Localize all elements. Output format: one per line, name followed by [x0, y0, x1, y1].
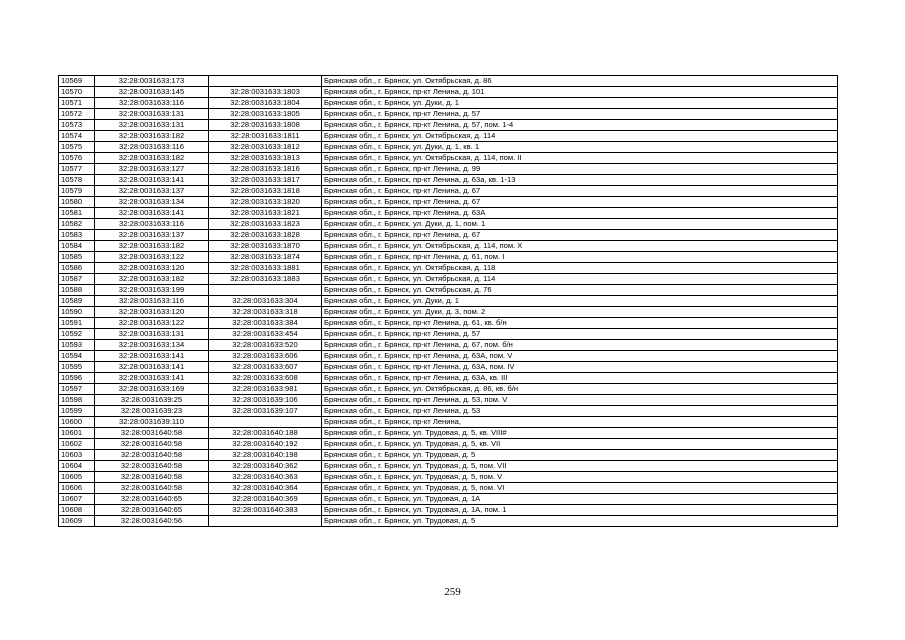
object-number-cell	[209, 417, 322, 428]
row-number-cell: 10596	[59, 373, 95, 384]
row-number-cell: 10602	[59, 439, 95, 450]
object-number-cell: 32:28:0031633:1828	[209, 230, 322, 241]
row-number-cell: 10580	[59, 197, 95, 208]
table-row	[59, 351, 838, 362]
table-row	[59, 428, 838, 439]
parcel-number-cell: 32:28:0031640:65	[95, 505, 209, 516]
row-number-cell: 10591	[59, 318, 95, 329]
row-number-cell: 10586	[59, 263, 95, 274]
address-cell: Брянская обл., г. Брянск, пр-кт Ленина, д. 61, пом. I	[322, 252, 838, 263]
address-cell: Брянская обл., г. Брянск, пр-кт Ленина, д. 101	[322, 87, 838, 98]
row-number-cell: 10573	[59, 120, 95, 131]
row-number-cell: 10600	[59, 417, 95, 428]
object-number-cell: 32:28:0031640:188	[209, 428, 322, 439]
table-row	[59, 296, 838, 307]
parcel-number-cell: 32:28:0031633:141	[95, 362, 209, 373]
table-row	[59, 76, 838, 87]
table-row	[59, 131, 838, 142]
table-row	[59, 164, 838, 175]
parcel-number-cell: 32:28:0031639:25	[95, 395, 209, 406]
table-row	[59, 285, 838, 296]
parcel-number-cell: 32:28:0031633:182	[95, 241, 209, 252]
table-row	[59, 340, 838, 351]
object-number-cell: 32:28:0031633:1823	[209, 219, 322, 230]
row-number-cell: 10589	[59, 296, 95, 307]
address-cell: Брянская обл., г. Брянск, ул. Октябрьская, д. 114, пом. II	[322, 153, 838, 164]
row-number-cell: 10594	[59, 351, 95, 362]
parcel-number-cell: 32:28:0031639:23	[95, 406, 209, 417]
table-row	[59, 329, 838, 340]
table-row	[59, 439, 838, 450]
address-cell: Брянская обл., г. Брянск, ул. Трудовая, д. 5, кв. VII	[322, 439, 838, 450]
parcel-number-cell: 32:28:0031633:120	[95, 307, 209, 318]
parcel-number-cell: 32:28:0031639:110	[95, 417, 209, 428]
cadastral-table	[58, 75, 838, 527]
parcel-number-cell: 32:28:0031633:173	[95, 76, 209, 87]
table-row	[59, 274, 838, 285]
parcel-number-cell: 32:28:0031633:182	[95, 153, 209, 164]
object-number-cell: 32:28:0031633:1816	[209, 164, 322, 175]
object-number-cell: 32:28:0031639:106	[209, 395, 322, 406]
address-cell: Брянская обл., г. Брянск, пр-кт Ленина, д. 63А	[322, 208, 838, 219]
object-number-cell: 32:28:0031633:1870	[209, 241, 322, 252]
object-number-cell: 32:28:0031633:1818	[209, 186, 322, 197]
object-number-cell: 32:28:0031633:1821	[209, 208, 322, 219]
row-number-cell: 10590	[59, 307, 95, 318]
table-row	[59, 197, 838, 208]
object-number-cell: 32:28:0031640:369	[209, 494, 322, 505]
table-row	[59, 219, 838, 230]
table-row	[59, 373, 838, 384]
address-cell: Брянская обл., г. Брянск, ул. Трудовая, д. 5, пом. V	[322, 472, 838, 483]
row-number-cell: 10603	[59, 450, 95, 461]
row-number-cell: 10599	[59, 406, 95, 417]
table-row	[59, 318, 838, 329]
table-row	[59, 406, 838, 417]
parcel-number-cell: 32:28:0031633:127	[95, 164, 209, 175]
object-number-cell: 32:28:0031633:607	[209, 362, 322, 373]
parcel-number-cell: 32:28:0031633:134	[95, 340, 209, 351]
parcel-number-cell: 32:28:0031640:56	[95, 516, 209, 527]
row-number-cell: 10609	[59, 516, 95, 527]
object-number-cell: 32:28:0031633:1820	[209, 197, 322, 208]
object-number-cell	[209, 285, 322, 296]
address-cell: Брянская обл., г. Брянск, пр-кт Ленина,	[322, 417, 838, 428]
object-number-cell	[209, 76, 322, 87]
object-number-cell: 32:28:0031639:107	[209, 406, 322, 417]
parcel-number-cell: 32:28:0031640:65	[95, 494, 209, 505]
object-number-cell: 32:28:0031633:304	[209, 296, 322, 307]
address-cell: Брянская обл., г. Брянск, ул. Дуки, д. 1, кв. 1	[322, 142, 838, 153]
parcel-number-cell: 32:28:0031633:182	[95, 131, 209, 142]
page-number: 259	[444, 586, 461, 598]
parcel-number-cell: 32:28:0031640:58	[95, 483, 209, 494]
object-number-cell: 32:28:0031633:1883	[209, 274, 322, 285]
table-row	[59, 142, 838, 153]
table-row	[59, 472, 838, 483]
parcel-number-cell: 32:28:0031633:122	[95, 318, 209, 329]
object-number-cell: 32:28:0031640:362	[209, 461, 322, 472]
address-cell: Брянская обл., г. Брянск, пр-кт Ленина, д. 53	[322, 406, 838, 417]
object-number-cell: 32:28:0031633:606	[209, 351, 322, 362]
address-cell: Брянская обл., г. Брянск, пр-кт Ленина, д. 63А, пом. IV	[322, 362, 838, 373]
parcel-number-cell: 32:28:0031633:116	[95, 98, 209, 109]
table-row	[59, 109, 838, 120]
parcel-number-cell: 32:28:0031633:137	[95, 230, 209, 241]
table-row	[59, 362, 838, 373]
row-number-cell: 10605	[59, 472, 95, 483]
parcel-number-cell: 32:28:0031633:131	[95, 329, 209, 340]
table-row	[59, 175, 838, 186]
object-number-cell: 32:28:0031640:364	[209, 483, 322, 494]
address-cell: Брянская обл., г. Брянск, ул. Дуки, д. 1	[322, 296, 838, 307]
parcel-number-cell: 32:28:0031633:141	[95, 351, 209, 362]
row-number-cell: 10582	[59, 219, 95, 230]
address-cell: Брянская обл., г. Брянск, ул. Трудовая, д. 1А, пом. 1	[322, 505, 838, 516]
table-row	[59, 461, 838, 472]
row-number-cell: 10581	[59, 208, 95, 219]
object-number-cell: 32:28:0031633:1817	[209, 175, 322, 186]
row-number-cell: 10575	[59, 142, 95, 153]
address-cell: Брянская обл., г. Брянск, ул. Октябрьская, д. 114	[322, 131, 838, 142]
address-cell: Брянская обл., г. Брянск, пр-кт Ленина, д. 67, пом. б/н	[322, 340, 838, 351]
object-number-cell: 32:28:0031633:1813	[209, 153, 322, 164]
row-number-cell: 10584	[59, 241, 95, 252]
object-number-cell: 32:28:0031633:1881	[209, 263, 322, 274]
row-number-cell: 10576	[59, 153, 95, 164]
table-row	[59, 307, 838, 318]
object-number-cell: 32:28:0031633:384	[209, 318, 322, 329]
address-cell: Брянская обл., г. Брянск, ул. Трудовая, д. 1А	[322, 494, 838, 505]
address-cell: Брянская обл., г. Брянск, ул. Октябрьская, д. 114	[322, 274, 838, 285]
parcel-number-cell: 32:28:0031633:141	[95, 175, 209, 186]
row-number-cell: 10607	[59, 494, 95, 505]
parcel-number-cell: 32:28:0031633:141	[95, 373, 209, 384]
row-number-cell: 10588	[59, 285, 95, 296]
address-cell: Брянская обл., г. Брянск, пр-кт Ленина, д. 67	[322, 186, 838, 197]
object-number-cell: 32:28:0031633:520	[209, 340, 322, 351]
row-number-cell: 10606	[59, 483, 95, 494]
row-number-cell: 10577	[59, 164, 95, 175]
object-number-cell: 32:28:0031633:608	[209, 373, 322, 384]
object-number-cell: 32:28:0031633:454	[209, 329, 322, 340]
object-number-cell: 32:28:0031633:318	[209, 307, 322, 318]
parcel-number-cell: 32:28:0031633:116	[95, 219, 209, 230]
parcel-number-cell: 32:28:0031633:169	[95, 384, 209, 395]
row-number-cell: 10570	[59, 87, 95, 98]
parcel-number-cell: 32:28:0031633:145	[95, 87, 209, 98]
table-row	[59, 417, 838, 428]
address-cell: Брянская обл., г. Брянск, пр-кт Ленина, д. 57, пом. 1-4	[322, 120, 838, 131]
parcel-number-cell: 32:28:0031633:137	[95, 186, 209, 197]
table-row	[59, 120, 838, 131]
object-number-cell: 32:28:0031633:1874	[209, 252, 322, 263]
object-number-cell	[209, 516, 322, 527]
address-cell: Брянская обл., г. Брянск, ул. Трудовая, д. 5	[322, 516, 838, 527]
address-cell: Брянская обл., г. Брянск, пр-кт Ленина, д. 57	[322, 109, 838, 120]
table-row	[59, 230, 838, 241]
row-number-cell: 10587	[59, 274, 95, 285]
parcel-number-cell: 32:28:0031633:182	[95, 274, 209, 285]
parcel-number-cell: 32:28:0031640:58	[95, 439, 209, 450]
address-cell: Брянская обл., г. Брянск, ул. Трудовая, д. 5	[322, 450, 838, 461]
row-number-cell: 10583	[59, 230, 95, 241]
row-number-cell: 10579	[59, 186, 95, 197]
object-number-cell: 32:28:0031640:363	[209, 472, 322, 483]
table-row	[59, 241, 838, 252]
row-number-cell: 10574	[59, 131, 95, 142]
address-cell: Брянская обл., г. Брянск, пр-кт Ленина, д. 67	[322, 197, 838, 208]
address-cell: Брянская обл., г. Брянск, ул. Октябрьская, д. 86, кв. б/н	[322, 384, 838, 395]
row-number-cell: 10608	[59, 505, 95, 516]
row-number-cell: 10578	[59, 175, 95, 186]
address-cell: Брянская обл., г. Брянск, ул. Трудовая, д. 5, пом. VII	[322, 461, 838, 472]
address-cell: Брянская обл., г. Брянск, пр-кт Ленина, д. 63а, кв. 1-13	[322, 175, 838, 186]
address-cell: Брянская обл., г. Брянск, ул. Октябрьская, д. 86	[322, 76, 838, 87]
address-cell: Брянская обл., г. Брянск, пр-кт Ленина, д. 57	[322, 329, 838, 340]
object-number-cell: 32:28:0031633:1805	[209, 109, 322, 120]
table-row	[59, 516, 838, 527]
row-number-cell: 10595	[59, 362, 95, 373]
address-cell: Брянская обл., г. Брянск, ул. Трудовая, д. 5, пом. VI	[322, 483, 838, 494]
row-number-cell: 10598	[59, 395, 95, 406]
address-cell: Брянская обл., г. Брянск, пр-кт Ленина, д. 53, пом. V	[322, 395, 838, 406]
table-row	[59, 494, 838, 505]
address-cell: Брянская обл., г. Брянск, ул. Октябрьская, д. 114, пом. X	[322, 241, 838, 252]
object-number-cell: 32:28:0031633:1803	[209, 87, 322, 98]
address-cell: Брянская обл., г. Брянск, пр-кт Ленина, д. 63А, кв. III	[322, 373, 838, 384]
table-row	[59, 483, 838, 494]
table-row	[59, 87, 838, 98]
parcel-number-cell: 32:28:0031633:131	[95, 120, 209, 131]
table-row	[59, 384, 838, 395]
object-number-cell: 32:28:0031633:1811	[209, 131, 322, 142]
address-cell: Брянская обл., г. Брянск, ул. Трудовая, д. 5, кв. VIII#	[322, 428, 838, 439]
row-number-cell: 10601	[59, 428, 95, 439]
row-number-cell: 10592	[59, 329, 95, 340]
address-cell: Брянская обл., г. Брянск, ул. Дуки, д. 1, пом. 1	[322, 219, 838, 230]
object-number-cell: 32:28:0031633:1812	[209, 142, 322, 153]
parcel-number-cell: 32:28:0031633:131	[95, 109, 209, 120]
cadastral-table-body	[59, 76, 838, 527]
object-number-cell: 32:28:0031640:198	[209, 450, 322, 461]
parcel-number-cell: 32:28:0031640:58	[95, 428, 209, 439]
table-row	[59, 252, 838, 263]
parcel-number-cell: 32:28:0031633:134	[95, 197, 209, 208]
row-number-cell: 10572	[59, 109, 95, 120]
object-number-cell: 32:28:0031640:383	[209, 505, 322, 516]
parcel-number-cell: 32:28:0031633:116	[95, 296, 209, 307]
table-row	[59, 505, 838, 516]
row-number-cell: 10585	[59, 252, 95, 263]
address-cell: Брянская обл., г. Брянск, ул. Дуки, д. 3, пом. 2	[322, 307, 838, 318]
address-cell: Брянская обл., г. Брянск, ул. Дуки, д. 1	[322, 98, 838, 109]
table-row	[59, 98, 838, 109]
table-row	[59, 263, 838, 274]
parcel-number-cell: 32:28:0031640:58	[95, 472, 209, 483]
address-cell: Брянская обл., г. Брянск, пр-кт Ленина, д. 67	[322, 230, 838, 241]
object-number-cell: 32:28:0031633:1808	[209, 120, 322, 131]
object-number-cell: 32:28:0031633:981	[209, 384, 322, 395]
address-cell: Брянская обл., г. Брянск, пр-кт Ленина, д. 61, кв. б/н	[322, 318, 838, 329]
object-number-cell: 32:28:0031633:1804	[209, 98, 322, 109]
table-row	[59, 208, 838, 219]
table-row	[59, 395, 838, 406]
parcel-number-cell: 32:28:0031640:58	[95, 461, 209, 472]
row-number-cell: 10593	[59, 340, 95, 351]
object-number-cell: 32:28:0031640:192	[209, 439, 322, 450]
parcel-number-cell: 32:28:0031633:141	[95, 208, 209, 219]
address-cell: Брянская обл., г. Брянск, пр-кт Ленина, д. 99	[322, 164, 838, 175]
row-number-cell: 10569	[59, 76, 95, 87]
row-number-cell: 10571	[59, 98, 95, 109]
row-number-cell: 10604	[59, 461, 95, 472]
address-cell: Брянская обл., г. Брянск, ул. Октябрьская, д. 118	[322, 263, 838, 274]
row-number-cell: 10597	[59, 384, 95, 395]
table-row	[59, 450, 838, 461]
parcel-number-cell: 32:28:0031640:58	[95, 450, 209, 461]
address-cell: Брянская обл., г. Брянск, ул. Октябрьская, д. 76	[322, 285, 838, 296]
parcel-number-cell: 32:28:0031633:116	[95, 142, 209, 153]
address-cell: Брянская обл., г. Брянск, пр-кт Ленина, д. 63А, пом. V	[322, 351, 838, 362]
parcel-number-cell: 32:28:0031633:122	[95, 252, 209, 263]
table-row	[59, 153, 838, 164]
parcel-number-cell: 32:28:0031633:199	[95, 285, 209, 296]
parcel-number-cell: 32:28:0031633:120	[95, 263, 209, 274]
table-row	[59, 186, 838, 197]
